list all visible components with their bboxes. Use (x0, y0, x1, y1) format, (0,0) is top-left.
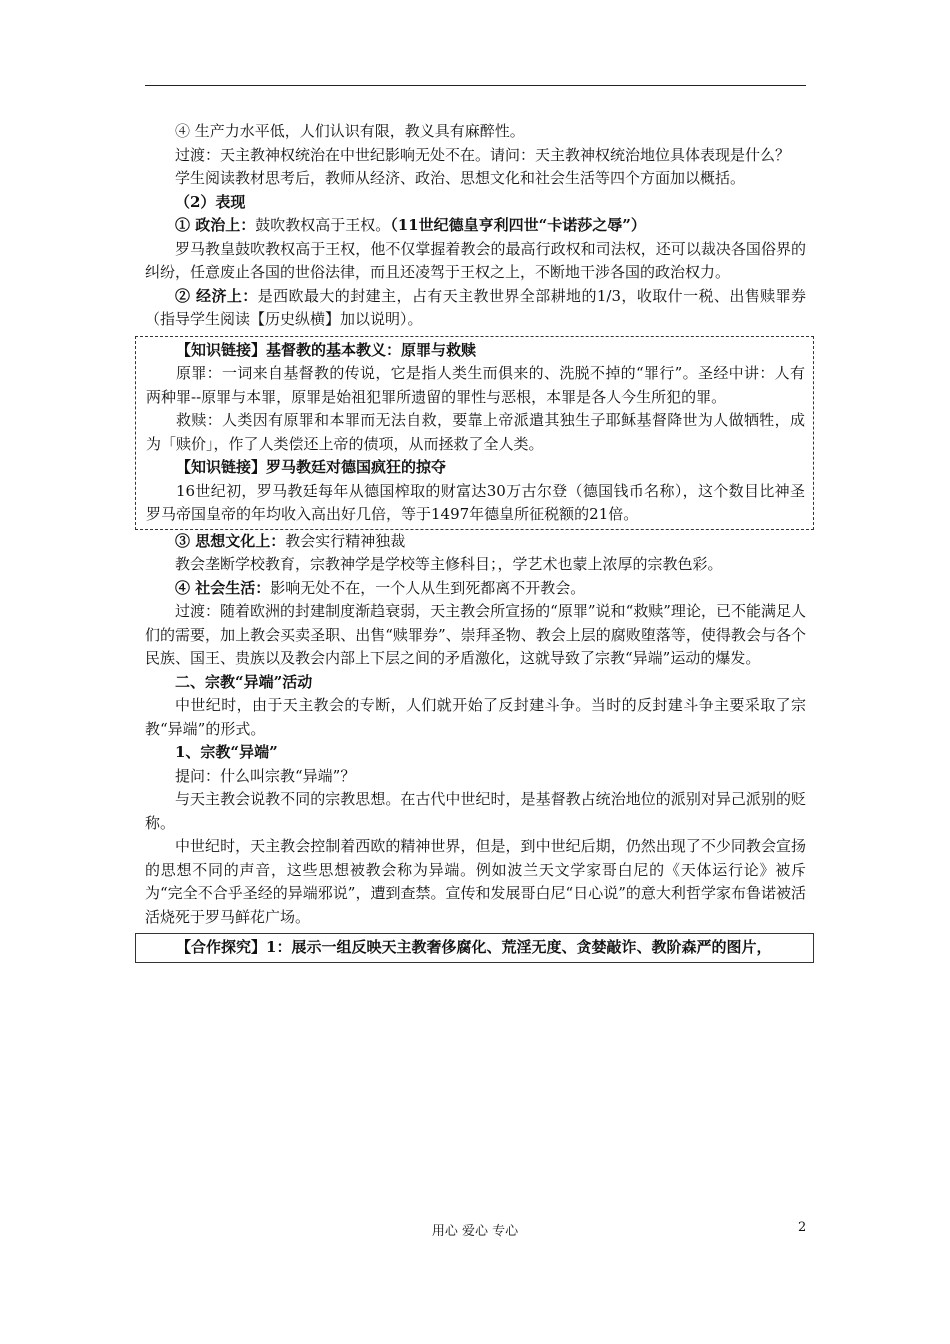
paragraph: 中世纪时，天主教会控制着西欧的精神世界，但是，到中世纪后期，仍然出现了不少同教会宣扬的思想不同的声音，这些思想被教会称为异端。例如波兰天文学家哥白尼的《天体运行论》被斥为“完全不合乎圣经的异端邪说”，遭到查禁。宣传和发展哥白尼“日心说”的意大利哲学家布鲁诺被活活烧死于罗马鲜花广场。 (145, 837, 806, 926)
bold-label: ① 政治上： (175, 216, 256, 234)
section-heading: 二、宗教“异端”活动 (175, 672, 313, 691)
paragraph (145, 285, 806, 332)
paragraph: 原罪：一词来自基督教的传说，它是指人类生而俱来的、洗脱不掉的“罪行”。圣经中讲：人有两种罪--原罪与本罪，原罪是始祖犯罪所遗留的罪性与恶根，本罪是各人今生所犯的罪。 (146, 364, 805, 406)
paragraph (145, 577, 806, 601)
box-heading: 【合作探究】1：展示一组反映天主教奢侈腐化、荒淫无度、贪婪敲诈、教阶森严的图片， (176, 938, 772, 956)
paragraph: 学生阅读教材思考后，教师从经济、政治、思想文化和社会生活等四个方面加以概括。 (175, 169, 746, 187)
cooperative-inquiry-box (135, 933, 814, 963)
text: 鼓吹教权高于王权。 (255, 216, 391, 234)
paragraph: 提问：什么叫宗教“异端”？ (175, 766, 356, 785)
footer-motto: 用心 爱心 专心 (431, 1224, 519, 1239)
paragraph: 与天主教会说教不同的宗教思想。在古代中世纪时，是基督教占统治地位的派别对异己派别的贬称。 (145, 790, 806, 832)
text: 教会实行精神独裁 (285, 531, 406, 550)
text: 影响无处不在，一个人从生到死都离不开教会。 (270, 578, 586, 597)
header-rule (145, 85, 806, 86)
bold-label: ④ 社会生活： (175, 578, 271, 597)
paragraph (145, 214, 806, 238)
paragraph: 过渡：随着欧洲的封建制度渐趋衰弱，天主教会所宣扬的“原罪”说和“救赎”理论，已不能满足人们的需要，加上教会买卖圣职、出售“赎罪券”、崇拜圣物、教会上层的腐败堕落等，使得教会与各个民族、国王、贵族以及教会内部上下层之间的矛盾激化，这就导致了宗教“异端”运动的爆发。 (145, 602, 806, 667)
bold-label: ② 经济上： (175, 286, 258, 305)
paragraph: ④ 生产力水平低，人们认识有限，教义具有麻醉性。 (175, 122, 525, 140)
paragraph: 16世纪初，罗马教廷每年从德国榨取的财富达30万古尔登（德国钱币名称），这个数目比神圣罗马帝国皇帝的年均收入高出好几倍，等于1497年德皇所征税额的21倍。 (146, 481, 805, 523)
page-number: 2 (798, 1220, 807, 1235)
paragraph: 救赎：人类因有原罪和本罪而无法自救，要靠上帝派遣其独生子耶稣基督降世为人做牺牲，成为「赎价」，作了人类偿还上帝的债项，从而拯救了全人类。 (146, 411, 805, 453)
paragraph (145, 530, 806, 554)
box-heading: 【知识链接】基督教的基本教义：原罪与救赎 (176, 340, 477, 359)
paragraph: 教会垄断学校教育，宗教神学是学校等主修科目；，学艺术也蒙上浓厚的宗教色彩。 (175, 555, 723, 573)
bold-note: （11世纪德皇亨利四世“卡诺莎之辱”） (390, 216, 646, 234)
text: 是西欧最大的封建主，占有天主教世界全部耕地的1/3，收取什一税、出售赎罪券（指导学生阅读【历史纵横】加以说明）。 (145, 286, 806, 328)
bold-label: ③ 思想文化上： (175, 531, 286, 550)
paragraph: 过渡：天主教神权统治在中世纪影响无处不在。请问：天主教神权统治地位具体表现是什么？ (175, 145, 791, 164)
subsection-heading: 1、宗教“异端” (175, 743, 278, 761)
knowledge-link-box (135, 336, 814, 530)
box-heading: 【知识链接】罗马教廷对德国疯狂的掠夺 (176, 458, 447, 476)
section-heading: （2）表现 (175, 192, 246, 211)
paragraph: 罗马教皇鼓吹教权高于王权，他不仅掌握着教会的最高行政权和司法权，还可以裁决各国俗界的纠纷，任意废止各国的世俗法律，而且还凌驾于王权之上，不断地干涉各国的政治权力。 (145, 239, 806, 281)
document-body (145, 120, 806, 963)
paragraph: 中世纪时，由于天主教会的专断，人们就开始了反封建斗争。当时的反封建斗争主要采取了宗教“异端”的形式。 (145, 696, 806, 738)
